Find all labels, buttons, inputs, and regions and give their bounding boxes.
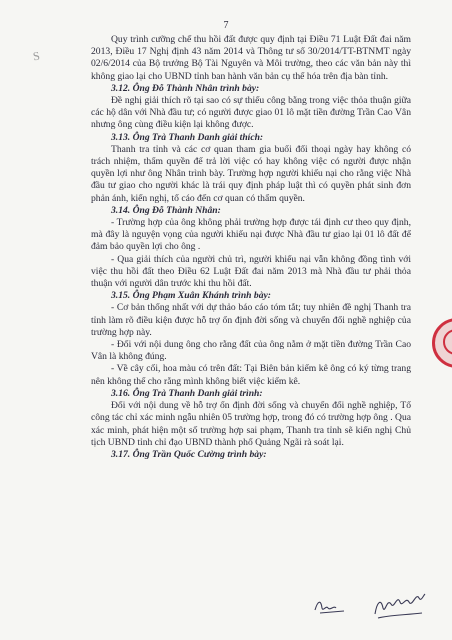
section-heading: 3.13. Ông Trà Thanh Danh giải thích: xyxy=(111,131,264,143)
page-number: 7 xyxy=(223,20,229,31)
body-paragraph: Thanh tra tỉnh và các cơ quan tham gia buổi đối thoại ngày hay không có trách nhiệm, thẩm quyền để trả lời việc có hay không việc có người được nhận quyền lợi như ông Nhân trình bày. Trường hợp người khiếu nại cho rằng việc Nhà đầu tư giao cho người khác là trái quy định pháp luật thì có quyền phát sinh đơn phản ánh, kiến nghị, tố cáo đến cơ quan có thẩm quyền. xyxy=(91,143,411,204)
document-body xyxy=(91,34,411,461)
margin-mark: S xyxy=(31,48,41,64)
section-heading: 3.16. Ông Trà Thanh Danh giải trình: xyxy=(111,387,263,399)
body-paragraph: - Về cây cối, hoa màu có trên đất: Tại Biên bản kiểm kê ông có ký từng trang nên không thể cho rằng mình không biết việc kiểm kê. xyxy=(91,363,411,387)
body-paragraph: Quy trình cưỡng chế thu hồi đất được quy định tại Điều 71 Luật Đất đai năm 2013, Điều 17 Nghị định 43 năm 2014 và Thông tư số 30/2014/TT-BTNMT ngày 02/6/2014 của Bộ trưởng Bộ Tài Nguyên và Môi trường, theo các văn bản này thì không giao lại cho UBND tỉnh ban hành văn bản cụ thể hóa trên địa bàn tỉnh. xyxy=(91,34,411,82)
section-heading: 3.12. Ông Đỗ Thành Nhân trình bày: xyxy=(111,82,260,94)
handwritten-signature-icon xyxy=(372,586,428,620)
body-paragraph: - Cơ bản thống nhất với dự thảo báo cáo tóm tắt; tuy nhiên đề nghị Thanh tra tỉnh làm rõ điều kiện được hỗ trợ ổn định đời sống và chuyển đổi nghề nghiệp của trường hợp này. xyxy=(91,302,411,338)
section-heading: 3.14. Ông Đỗ Thành Nhân: xyxy=(111,204,221,216)
section-heading: 3.15. Ông Phạm Xuân Khánh trình bày: xyxy=(111,290,271,302)
red-seal-stamp-icon xyxy=(432,318,452,368)
initial-signature-icon xyxy=(312,596,348,616)
section-heading: 3.17. Ông Trần Quốc Cường trình bày: xyxy=(111,448,267,460)
body-paragraph: - Đối với nội dung ông cho rằng đất của ông nằm ở mặt tiền đường Trần Cao Vân là không đúng. xyxy=(91,339,411,363)
body-paragraph: - Trường hợp của ông không phải trường hợp được tái định cư theo quy định, mà đây là nguyện vọng của người khiếu nại được Nhà đầu tư giao lại 01 lô đất để đảm bảo quyền lợi cho ông . xyxy=(91,217,411,253)
body-paragraph: - Qua giải thích của người chủ trì, người khiếu nại vẫn không đồng tình với việc thu hồi đất theo Điều 62 Luật Đất đai năm 2013 mà Nhà đầu tư phải thỏa thuận với người dân trước khi thu hồi đất. xyxy=(91,253,411,290)
body-paragraph: Đề nghị giải thích rõ tại sao có sự thiếu công bằng trong việc thỏa thuận giữa các hộ dân với Nhà đầu tư; có người được giao 01 lô mặt tiền đường Trần Cao Vân nhưng ông cùng điều kiện lại không được. xyxy=(91,95,411,131)
body-paragraph: Đối với nội dung về hỗ trợ ổn định đời sống và chuyển đổi nghề nghiệp, Tổ công tác chỉ xác minh ngẫu nhiên 05 trường hợp, trong đó có trường hợp ông . Qua xác minh, phát hiện một số trường hợp sai phạm, Thanh tra tỉnh sẽ kiến nghị Chủ tịch UBND tỉnh chỉ đạo UBND thành phố Quảng Ngãi rà soát lại. xyxy=(91,400,411,448)
